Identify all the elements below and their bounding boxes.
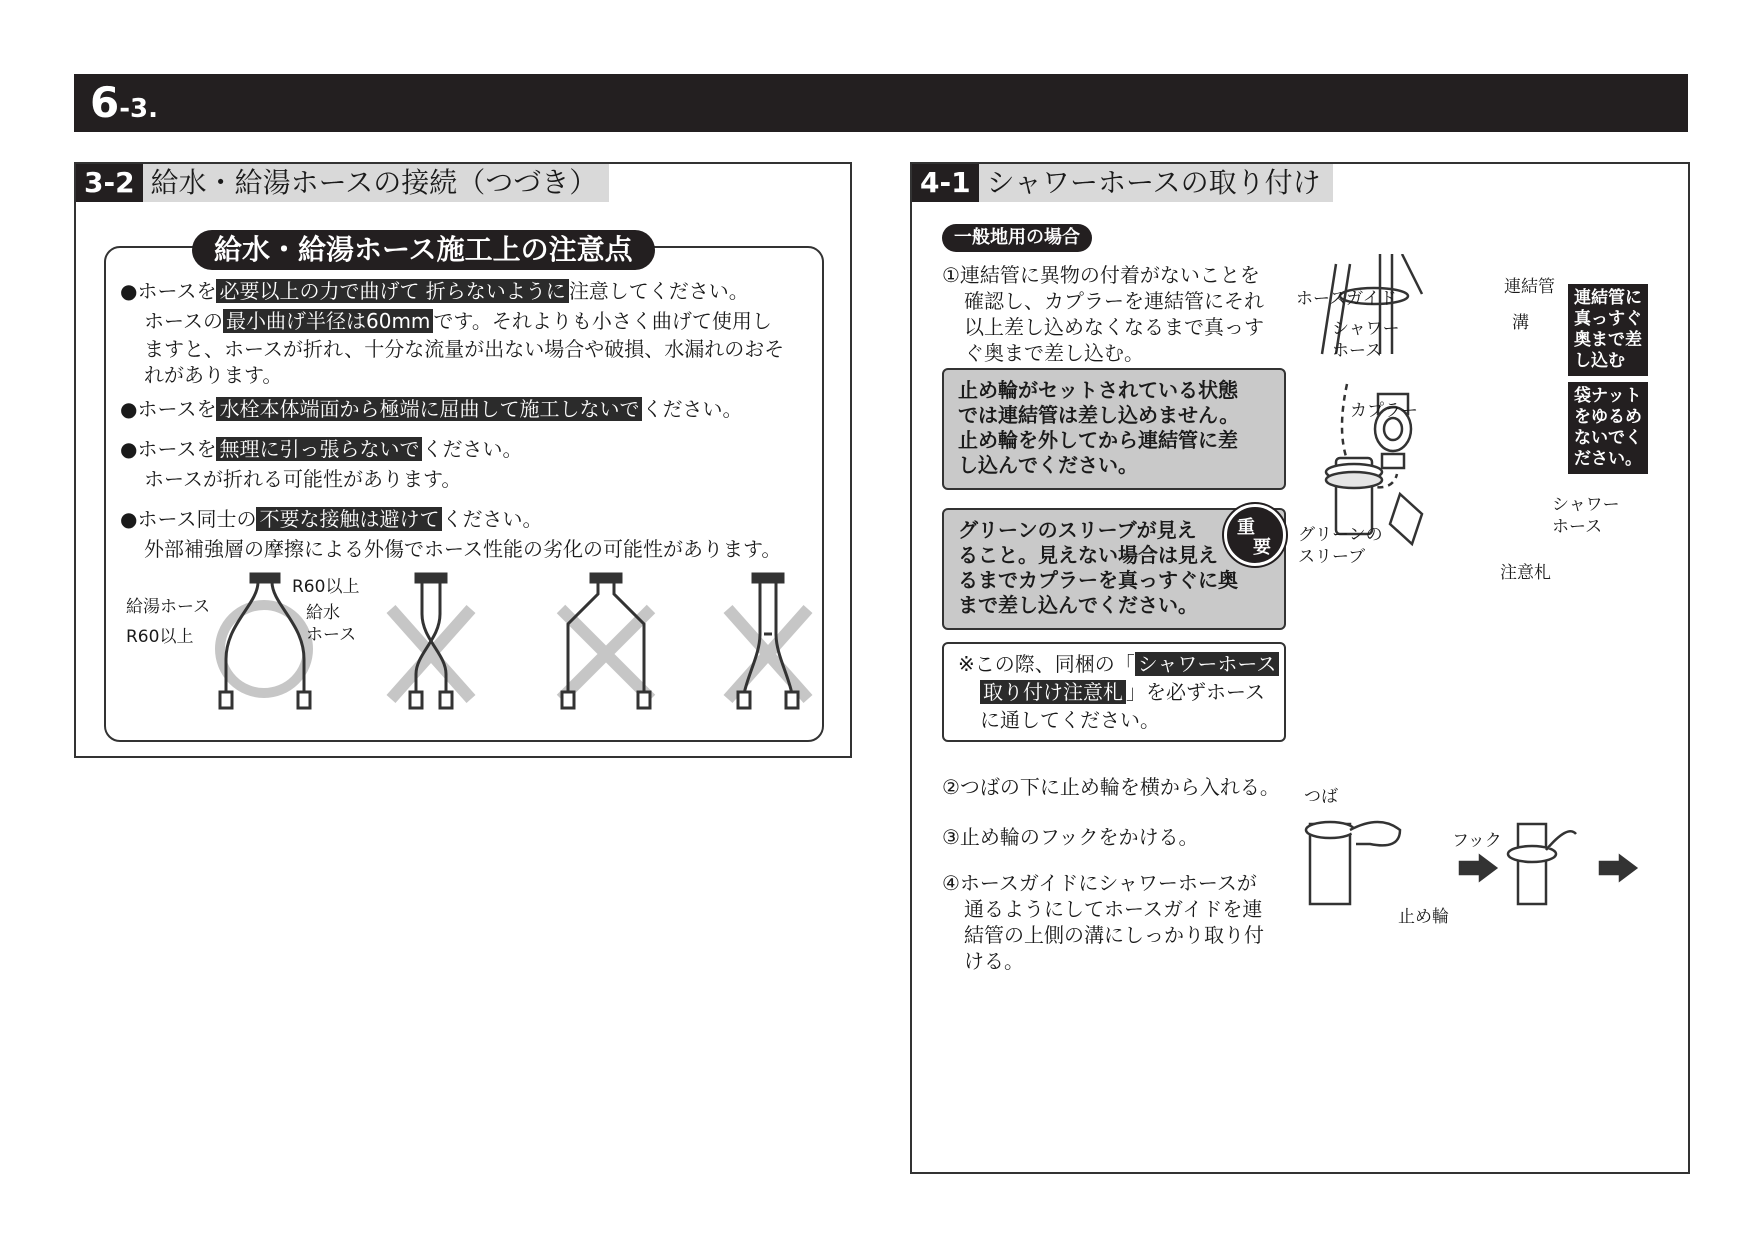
note-line1 (958, 650, 1277, 678)
shower-hose-panel (910, 162, 1690, 1174)
bullet-bend (120, 278, 749, 304)
step4-line1: ④ホースガイドにシャワーホースが (942, 871, 1257, 895)
sharp-bend-diagram (561, 574, 651, 708)
callout1-line1: 連結管に (1574, 288, 1642, 308)
warn1-line4: し込んでください。 (958, 453, 1138, 477)
note-highlight-1: シャワーホース (1135, 652, 1280, 676)
important-badge (1224, 504, 1286, 566)
hose-bend-diagrams (116, 564, 816, 724)
b2-post: ください。 (642, 397, 743, 421)
b1-post: 注意してください。 (568, 279, 749, 303)
insert-straight-callout (1568, 284, 1648, 376)
section-header-bar (74, 74, 1688, 132)
note-line3: に通してください。 (980, 708, 1160, 732)
shower-hose-b-label-2: ホース (1552, 517, 1603, 537)
green-sleeve-label-2: スリーブ (1298, 547, 1366, 567)
contact-note: 外部補強層の摩擦による外傷でホース性能の劣化の可能性があります。 (144, 537, 782, 561)
tag-label: 注意札 (1500, 563, 1551, 583)
r60-left-label: R60以上 (126, 627, 194, 647)
b4-post: ください。 (442, 507, 543, 531)
callout2-line2: をゆるめ (1574, 407, 1642, 427)
warn2-line3: るまでカプラーを真っすぐに奥 (958, 568, 1238, 592)
stop-ring-label: 止め輪 (1398, 907, 1449, 927)
shower-hose-b-label-1: シャワー (1552, 495, 1620, 515)
warn2-line1: グリーンのスリーブが見え (958, 518, 1197, 542)
b4-highlight: 不要な接触は避けて (256, 507, 442, 531)
step4-line2: 通るようにしてホースガイドを連 (964, 897, 1263, 921)
note-highlight-2: 取り付け注意札 (980, 680, 1126, 704)
cold-hose-label-2: ホース (306, 625, 357, 645)
callout1-line4: し込む (1574, 351, 1625, 371)
bend-warning-line3: れがあります。 (144, 363, 283, 387)
touching-hose-diagram (728, 574, 808, 708)
step2: ②つばの下に止め輪を横から入れる。 (942, 775, 1280, 799)
groove-label: 溝 (1512, 313, 1529, 333)
r60-top-label: R60以上 (292, 577, 360, 597)
b3-highlight: 無理に引っ張らないで (216, 437, 422, 461)
nut-callout (1568, 382, 1648, 474)
tsuba-label: つば (1304, 787, 1338, 807)
warn1-line1: 止め輪がセットされている状態 (958, 378, 1238, 402)
pull-note: ホースが折れる可能性があります。 (144, 467, 462, 491)
callout2-line3: ないでく (1574, 428, 1642, 448)
stop-ring-warning (942, 368, 1286, 490)
warn2-line4: まで差し込んでください。 (958, 593, 1198, 617)
connector-pipe-label: 連結管 (1504, 277, 1555, 297)
stop-ring-diagram (1300, 794, 1660, 914)
left-panel-title: 給水・給湯ホースの接続（つづき） (150, 166, 598, 199)
callout2-line1: 袋ナット (1574, 386, 1642, 406)
section-main: 6 (90, 78, 120, 127)
right-panel-heading (912, 164, 1333, 202)
b2-highlight: 水栓本体端面から極端に屈曲して施工しないで (216, 397, 642, 421)
attention-tag-note (942, 642, 1286, 742)
region-badge: 一般地用の場合 (942, 224, 1092, 252)
hose-guide-label: ホースガイド (1296, 289, 1397, 309)
section-sub: -3. (119, 94, 158, 124)
b1-highlight: 必要以上の力で曲げて 折らないように (216, 279, 568, 303)
shower-hose-label-2: ホース (1332, 341, 1383, 361)
note-pre: ※この際、同梱の「 (958, 652, 1135, 676)
warn1-line2: では連結管は差し込めません。 (958, 403, 1240, 427)
b1s1-post: です。それよりも小さく曲げて使用し (433, 309, 772, 333)
shower-hose-label-1: シャワー (1332, 319, 1400, 339)
bullet-pull (120, 436, 522, 462)
bullet-contact (120, 506, 542, 532)
b1s1-highlight: 最小曲げ半径は60mm (223, 309, 433, 333)
callout1-line3: 奥まで差 (1574, 330, 1642, 350)
warn2-line2: ること。見えない場合は見え (958, 543, 1218, 567)
bullet-end-face (120, 396, 742, 422)
hot-hose-label: 給湯ホース (126, 597, 211, 617)
crossed-hose-diagram (391, 574, 471, 708)
right-panel-number: 4-1 (912, 164, 979, 202)
step4-line4: ける。 (964, 949, 1024, 973)
step4-line3: 結管の上側の溝にしっかり取り付 (964, 923, 1264, 947)
b3-pre: ●ホースを (120, 437, 217, 461)
important-char-1: 重 (1237, 517, 1255, 538)
warn1-line3: 止め輪を外してから連結管に差 (958, 428, 1238, 452)
step3: ③止め輪のフックをかける。 (942, 825, 1199, 849)
b1-pre: ●ホースを (120, 279, 217, 303)
note-line2 (958, 678, 1270, 706)
hook-label: フック (1452, 831, 1502, 851)
callout1-line2: 真っすぐ (1574, 309, 1642, 329)
left-panel-heading (76, 164, 609, 202)
caution-title: 給水・給湯ホース施工上の注意点 (192, 230, 655, 270)
section-number (90, 78, 158, 134)
bend-warning-line2: ますと、ホースが折れ、十分な流量が出ない場合や破損、水漏れのおそ (144, 337, 785, 361)
step1-line3: 以上差し込めなくなるまで真っす (964, 315, 1264, 339)
b2-pre: ●ホースを (120, 397, 217, 421)
callout2-line4: ださい。 (1574, 449, 1642, 469)
important-char-2: 要 (1253, 537, 1271, 558)
hose-connection-panel (74, 162, 852, 758)
left-panel-number: 3-2 (76, 164, 143, 202)
step1-line1: ①連結管に異物の付着がないことを (942, 263, 1260, 287)
bend-radius-line (144, 308, 772, 334)
b1s1-pre: ホースの (144, 309, 223, 333)
step1-line2: 確認し、カプラーを連結管にそれ (964, 289, 1264, 313)
b4-pre: ●ホース同士の (120, 507, 257, 531)
green-sleeve-label-1: グリーンの (1298, 525, 1383, 545)
note-post: 」を必ずホース (1126, 680, 1265, 704)
cold-hose-label-1: 給水 (306, 603, 340, 623)
step1-line4: ぐ奥まで差し込む。 (964, 341, 1144, 365)
b3-post: ください。 (422, 437, 523, 461)
right-panel-title: シャワーホースの取り付け (986, 166, 1321, 199)
coupler-label: カプラー (1350, 401, 1418, 421)
